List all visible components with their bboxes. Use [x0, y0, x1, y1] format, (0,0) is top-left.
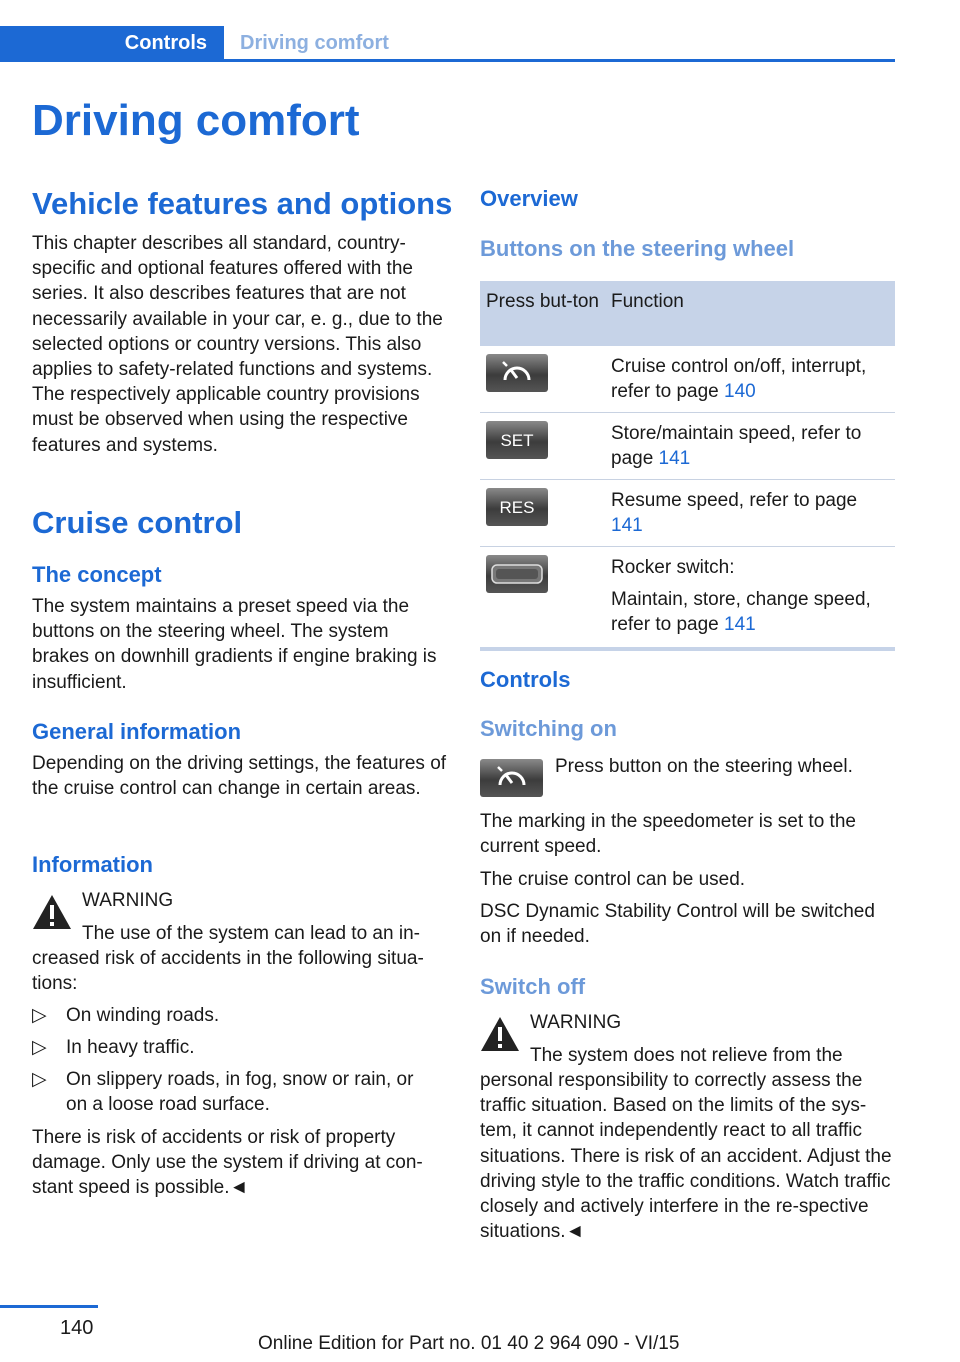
dsc-text: DSC Dynamic Stability Control will be switched on if needed. [480, 901, 875, 948]
heading-buttons-steering-wheel: Buttons on the steering wheel [480, 236, 795, 261]
cruise-control-button-icon [486, 354, 548, 392]
page-link-141[interactable]: 141 [658, 448, 691, 469]
vehicle-features-text: This chapter describes all standard, country-specific and optional features offered with the series. It also describes features that are not necessarily available in your car, e. g., due to the selected options or country versions. This also applies to safety-related functions and systems. The respectively applicable country provisions must be observed when using the respective features and systems. [32, 233, 443, 456]
cruise-control-button-icon [480, 759, 543, 797]
table-header-row [480, 281, 895, 346]
heading-overview: Overview [480, 186, 578, 211]
page-link-140[interactable]: 140 [724, 381, 756, 402]
table-header-press-button: Press but-ton [480, 281, 605, 346]
table-row: RES Resume speed, refer to page 141 [480, 480, 895, 547]
table-row: Cruise control on/off, interrupt, refer to page 140 [480, 346, 895, 413]
speedometer-icon [492, 763, 532, 793]
heading-controls: Controls [480, 667, 571, 692]
speedometer-icon [497, 358, 537, 388]
header-tab-driving-comfort[interactable]: Driving comfort [240, 32, 389, 54]
set-button-icon: SET [486, 421, 548, 459]
warning-triangle-icon [480, 1016, 520, 1052]
footer-rule [0, 1305, 98, 1308]
press-button-text: Press button on the steering wheel. [555, 756, 853, 777]
risk-text: There is risk of accidents or risk of property damage. Only use the system if driving at con-stant speed is possible.◄ [32, 1127, 423, 1199]
bullet-triangle-icon: ▷ [32, 1005, 47, 1026]
heading-information: Information [32, 852, 153, 877]
table-row: SET Store/maintain speed, refer to page 141 [480, 413, 895, 480]
header-rule [0, 59, 895, 62]
page-title: Driving comfort [32, 96, 360, 145]
page-number: 140 [60, 1317, 94, 1339]
rocker-icon [490, 559, 544, 589]
heading-cruise-control: Cruise control [32, 505, 243, 540]
heading-the-concept: The concept [32, 562, 162, 587]
header-tab-controls[interactable]: Controls [0, 26, 224, 62]
warning-text-first-line: The system does not relieve from the [530, 1045, 843, 1066]
warning-text: personal responsibility to correctly assess the traffic situation. Based on the limits of the sys-tem, it cannot independently react to all traffic situations. There is risk of an accident. Adjust the driving style to the traffic conditions. Watch traffic closely and actively interfere in the re-spective situations.◄ [480, 1070, 892, 1243]
warning-triangle-icon [32, 894, 72, 930]
page-header [0, 26, 895, 62]
general-information-text: Depending on the driving settings, the features of the cruise control can change in certain areas. [32, 753, 447, 800]
bullet-triangle-icon: ▷ [32, 1037, 47, 1058]
page-link-141[interactable]: 141 [611, 515, 643, 536]
heading-switch-off: Switch off [480, 974, 586, 999]
heading-switching-on: Switching on [480, 716, 617, 741]
warning-label: WARNING [82, 890, 174, 911]
edition-footer: Online Edition for Part no. 01 40 2 964 090 - VI/15 [258, 1333, 680, 1354]
concept-text: The system maintains a preset speed via the buttons on the steering wheel. The system brakes on downhill gradients if engine braking is insufficient. [32, 596, 437, 693]
page-link-141[interactable]: 141 [724, 614, 756, 635]
rocker-switch-icon [486, 555, 548, 593]
table-row: Rocker switch: Maintain, store, change speed, refer to page 141 [480, 547, 895, 650]
res-button-icon: RES [486, 488, 548, 526]
cruise-usable-text: The cruise control can be used. [480, 869, 746, 890]
table-header-function: Function [605, 281, 895, 346]
warning-label: WARNING [530, 1012, 622, 1033]
heading-general-information: General information [32, 719, 242, 744]
heading-vehicle-features: Vehicle features and options [32, 186, 453, 221]
bullet-triangle-icon: ▷ [32, 1069, 47, 1090]
buttons-table [480, 281, 895, 651]
warning-text-first-line: The use of the system can lead to an in- [82, 923, 420, 944]
speedometer-marking-text: The marking in the speedometer is set to the current speed. [480, 811, 856, 858]
warning-text: creased risk of accidents in the following situa-tions: [32, 948, 424, 995]
